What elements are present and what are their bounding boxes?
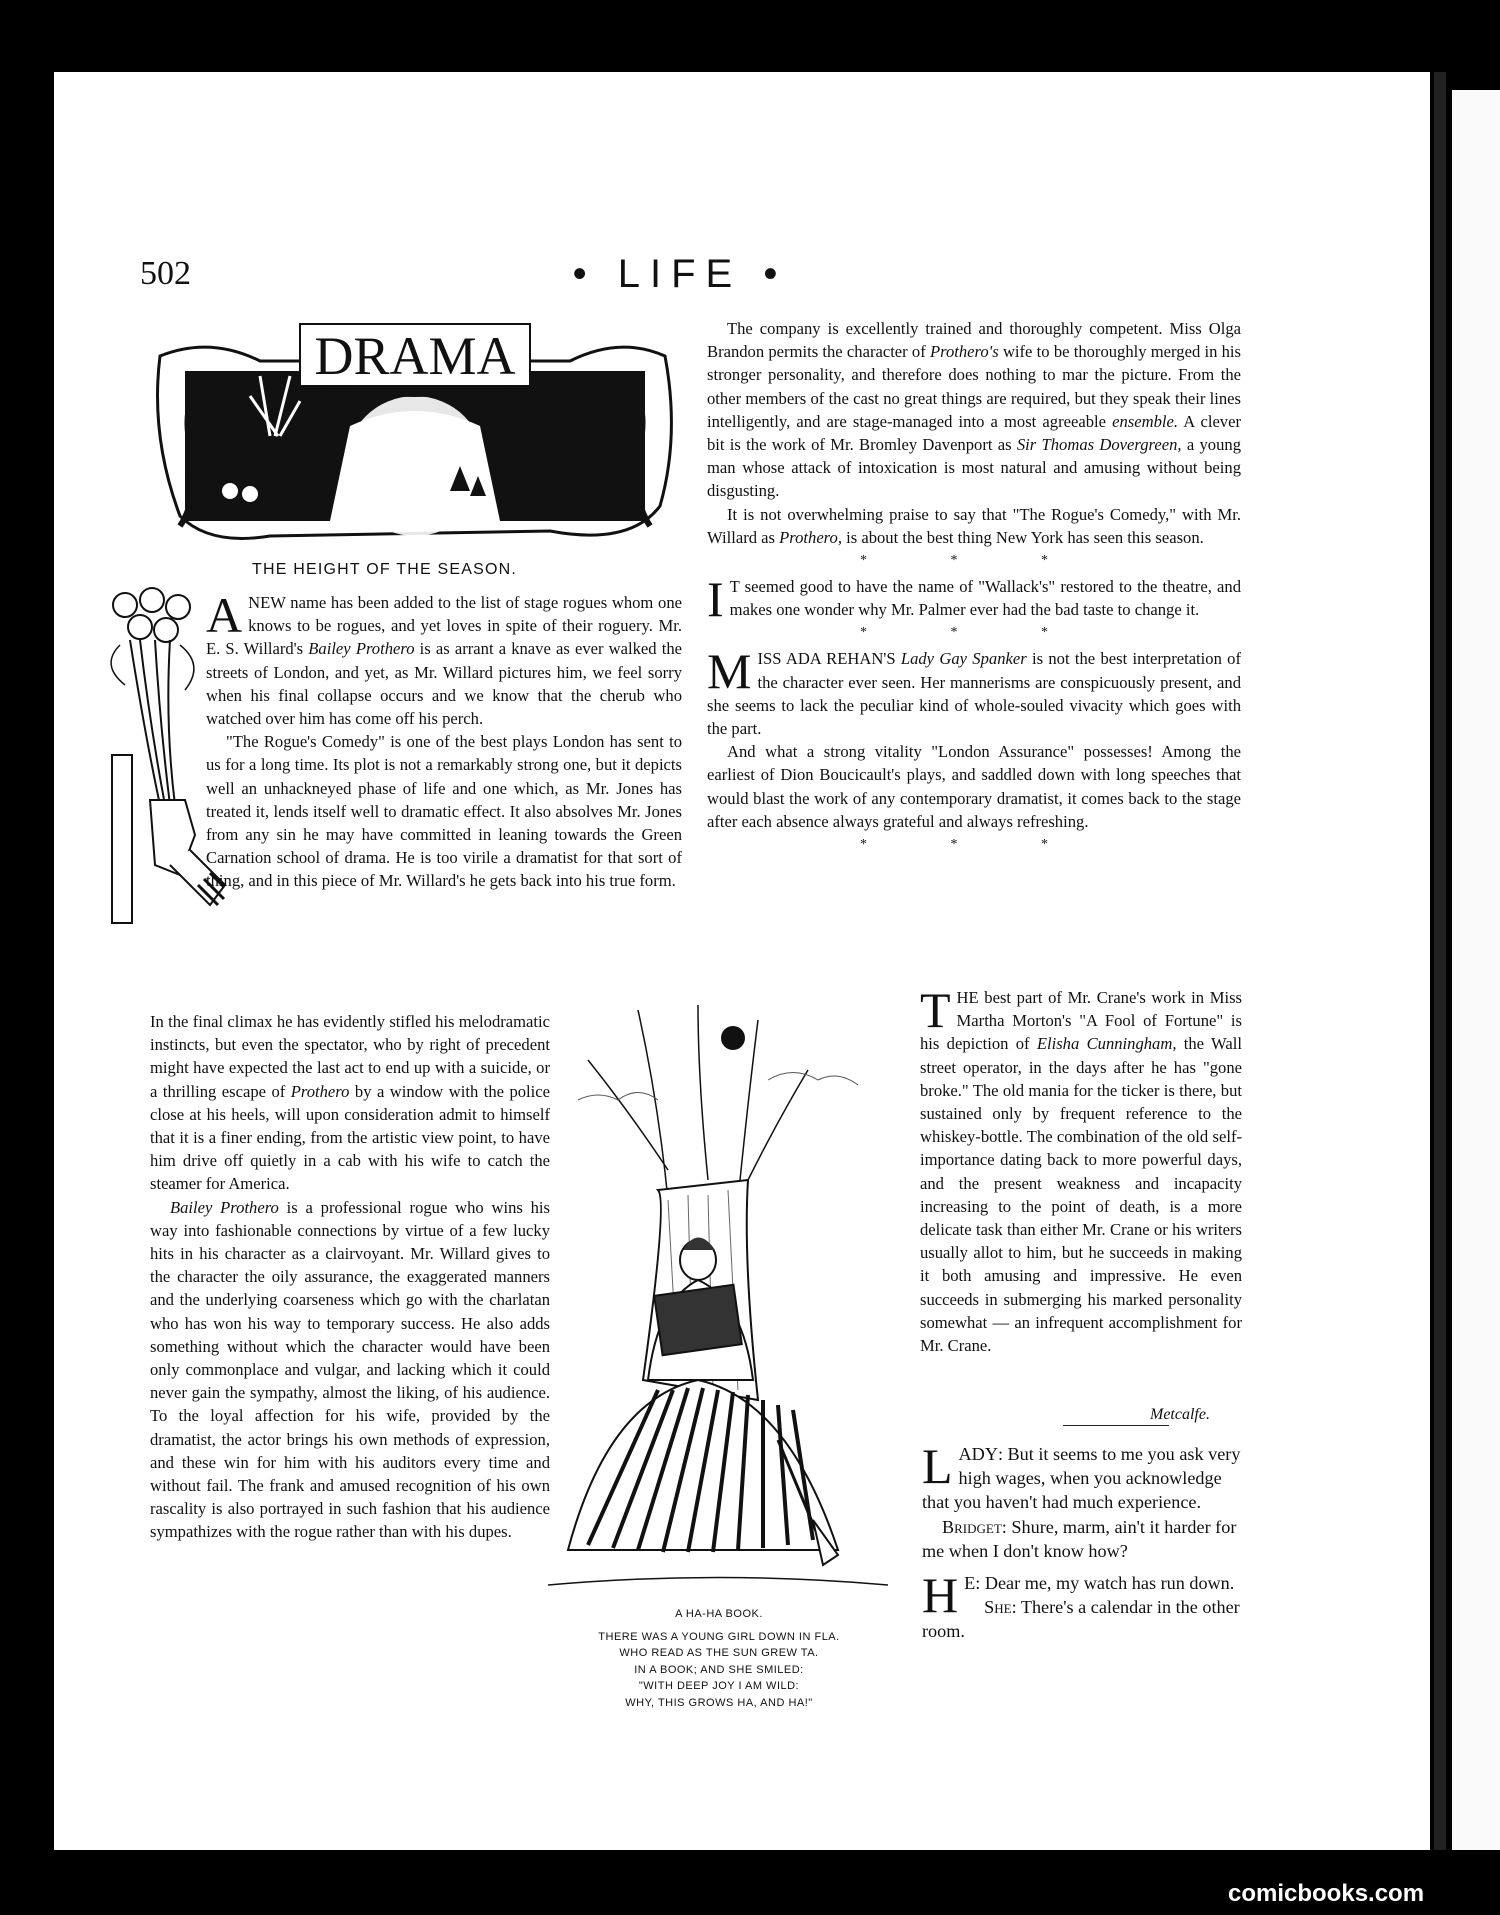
dropcap-m: M xyxy=(707,643,752,700)
paragraph-5-text: It is not overwhelming praise to say that "The Rogue's Comedy," with Mr. Willard as xyxy=(707,504,1241,547)
paragraph-2-cont: In the final climax he has evidently stifled his melodramatic instincts, but even the spectator, who by right of precedent might have expected the last act to end up with a suicide, or a thrilling escape of xyxy=(150,1012,550,1101)
paragraph-4-italic-1: Prothero's xyxy=(930,342,999,362)
joke-2-reply: : There's a calendar in the other room. xyxy=(922,1597,1240,1642)
paragraph-4-text-c: A clever bit is the work of Mr. Bromley Davenport as xyxy=(707,411,1241,455)
dropcap-a: A xyxy=(206,587,243,643)
illustration-caption xyxy=(540,1606,898,1711)
paragraph-9-text: HE best part of Mr. Crane's work in Miss Martha Morton's "A Fool of Fortune" is his depiction of xyxy=(920,988,1242,1054)
paragraph-4-italic-3: Sir Thomas Dovergreen, xyxy=(1016,435,1182,455)
paragraph-5-italic: Prothero, xyxy=(779,527,842,547)
article-column-right-lower xyxy=(920,982,1242,1357)
paragraph-9-italic: Elisha Cunningham, xyxy=(1036,1034,1177,1054)
caption-title: A HA-HA BOOK. xyxy=(675,1608,763,1620)
paragraph-1-text-b: is as arrant a knave as ever walked the streets of London, and yet, as Mr. Willard pictures him, we feel sorry when his final collapse occurs and we know that the cherub who watched over him has come off his perch. xyxy=(206,639,683,729)
dropcap-t: T xyxy=(920,982,951,1038)
paragraph-8: And what a strong vitality "London Assurance" possesses! Among the earliest of Dion Boucicault's plays, and saddled down with long speeches that would blast the work of any contemporary dramatist, it comes back to the stage after each absence always grateful and always refreshing. xyxy=(707,742,1241,831)
joke-2-line: E: Dear me, my watch has run down. xyxy=(964,1573,1235,1594)
caption-line: THERE WAS A YOUNG GIRL DOWN IN FLA. xyxy=(598,1630,840,1643)
dropcap-h: H xyxy=(922,1567,959,1624)
girl-reading-under-tree-illustration xyxy=(548,1000,888,1590)
paragraph-6-text: T seemed good to have the name of "Wallack's" restored to the theatre, and makes one wonder why Mr. Palmer ever had the bad taste to change it. xyxy=(729,577,1241,620)
joke-speaker: She xyxy=(984,1597,1012,1618)
jokes-column xyxy=(922,1438,1244,1644)
article-column-left-top xyxy=(206,587,683,893)
section-divider-stars: * * * xyxy=(860,553,1088,569)
page-spine xyxy=(1434,72,1446,1850)
paragraph-2-cont-italic: Prothero xyxy=(290,1081,350,1101)
paragraph-7-text-b: is not the best interpretation of the character ever seen. Her mannerisms are conspicuously present, and she seems to lack the peculiar kind of whole-souled vivacity which goes with the part. xyxy=(707,649,1241,739)
paragraph-3-text: is a professional rogue who wins his way into fashionable connections by virtue of a few lucky hits in his character as a clairvoyant. Mr. Willard gives to the character the oily assurance, the exaggerated manners and the underlying coarseness which go with the charlatan who has won his way to temporary success. He also adds something without which the character would have been only commonplace and vulgar, and lacking which it could never gain the sympathy, almost the liking, of his audience. To the loyal affection for his wife, provided by the dramatist, the actor brings his own methods of expression, and these win for him with his auditors every time and without fail. The frank and amused recognition of his own rascality is also portrayed in such fashion that his audience sympathizes with the rogue rather than with his dupes. xyxy=(150,1197,550,1542)
dropcap-l: L xyxy=(922,1438,953,1494)
paragraph-4-text-d: a young man whose attack of intoxication is most natural and amusing without being disgusting. xyxy=(707,435,1241,501)
paragraph-4-italic-2: ensemble. xyxy=(1112,411,1179,431)
masthead-life: • LIFE • xyxy=(572,252,788,296)
adjacent-page-edge xyxy=(1452,90,1500,1850)
watermark: comicbooks.com xyxy=(1228,1880,1425,1907)
signature-rule xyxy=(1063,1425,1169,1426)
article-heading: THE HEIGHT OF THE SEASON. xyxy=(252,561,517,578)
dropcap-i: I xyxy=(707,571,724,628)
paragraph-2: "The Rogue's Comedy" is one of the best plays London has sent to us for a long time. Its plot is not a remarkably strong one, but it depicts well an unhackneyed phase of life and one which, as Mr. Jones has treated it, lends itself well to dramatic effect. It also absolves Mr. Jones from any sin he may have committed in leaning towards the Green Carnation school of drama. He is too virile a dramatist for that sort of thing, and in this piece of Mr. Willard's he gets back into his true form. xyxy=(206,732,682,891)
paragraph-1-italic: Bailey Prothero xyxy=(308,639,415,659)
article-column-left-bottom xyxy=(150,1010,550,1544)
paragraph-4-text-b: wife to be thoroughly merged in his stronger personality, and therefore does nothing to mar the picture. From the other members of the cast no great things are required, but they speak their lines intelligently, and are stage-managed into a most agreeable xyxy=(707,342,1241,431)
joke-speaker: Bridget xyxy=(942,1516,1002,1537)
paragraph-3-italic: Bailey Prothero xyxy=(170,1197,279,1217)
article-column-right xyxy=(707,317,1241,859)
paragraph-7-italic: Lady Gay Spanker xyxy=(900,649,1027,669)
caption-line: WHO READ AS THE SUN GREW TA. xyxy=(619,1647,819,1659)
paragraph-9-text-b: the Wall street operator, in the days after he has "gone broke." The old mania for the ticker is there, but sustained only by frequent reference to the whiskey-bottle. The combination of the old self-importance dating back to more powerful days, and the present weakness and incapacity increasing to the point of death, is a more delicate task than either Mr. Crane or his writers usually allot to him, but he succeeds in making it both amusing and impressive. He even succeeds in submerging his marked personality somewhat — an infrequent accomplishment for Mr. Crane. xyxy=(920,1034,1242,1356)
caption-line: IN A BOOK; AND SHE SMILED: xyxy=(634,1663,804,1676)
joke-1-line: : But it seems to me you ask very high wages, when you acknowledge that you haven't had much experience. xyxy=(922,1444,1241,1513)
drama-banner-illustration xyxy=(150,316,680,556)
paragraph-4-text: The company is excellently trained and thoroughly competent. Miss Olga Brandon permits the character of xyxy=(707,319,1241,362)
paragraph-1-text: NEW name has been added to the list of stage rogues whom one knows to be rogues, and yet loves in spite of their roguery. Mr. E. S. Willard's xyxy=(206,593,682,659)
joke-speaker: ADY xyxy=(958,1444,998,1464)
paragraph-5-text-b: is about the best thing New York has seen this season. xyxy=(841,527,1204,547)
joke-1-reply: : Shure, marm, ain't it harder for me when I don't know how? xyxy=(922,1516,1237,1561)
caption-line: "WITH DEEP JOY I AM WILD: xyxy=(638,1680,800,1692)
page-number: 502 xyxy=(140,255,191,292)
section-divider-stars: * * * xyxy=(860,625,1088,641)
section-divider-stars: * * * xyxy=(860,837,1088,853)
paragraph-7-text: ISS ADA REHAN'S xyxy=(757,649,901,669)
caption-line: WHY, THIS GROWS HA, AND HA!" xyxy=(625,1696,813,1709)
banner-title: DRAMA xyxy=(314,326,516,386)
author-signature: Metcalfe. xyxy=(1150,1406,1210,1423)
paragraph-2-cont-b: by a window with the police close at his heels, will upon consideration admit to himself that it is a finer ending, from the artistic view point, to have him drive off quietly in a cab with his wife to catch the steamer for America. xyxy=(150,1081,550,1194)
